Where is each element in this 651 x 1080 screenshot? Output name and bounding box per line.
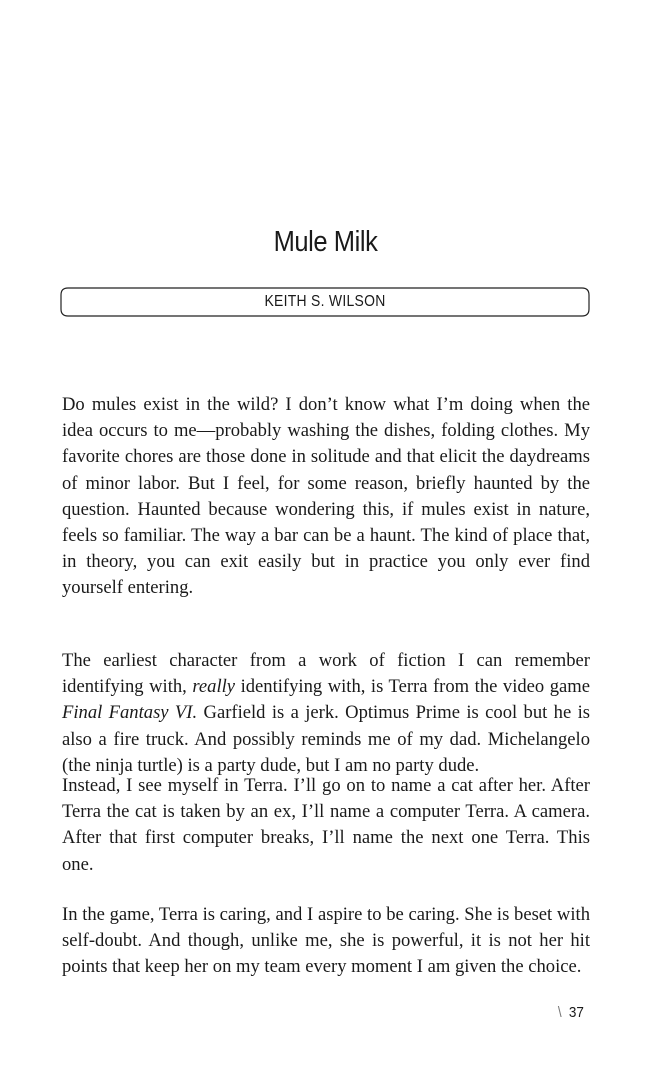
page-number-footer	[558, 1004, 584, 1021]
paragraph-2-emphasis-really: really	[192, 676, 236, 698]
paragraph-3: Instead, I see myself in Terra. I’ll go on to name a cat after her. After Terra the cat is taken by an ex, I’ll name a computer Terra. A camera. After that first computer breaks, I’ll name the next one Terra. This one.	[62, 775, 590, 875]
paragraph-4: In the game, Terra is caring, and I aspire to be caring. She is beset with self-doubt. And though, unlike me, she is powerful, it is not her hit points that keep her on my team every moment I am given the choice.	[62, 904, 590, 978]
paragraph-2	[62, 648, 590, 779]
paragraph-2-text: identifying with, is Terra from the video game	[235, 676, 590, 698]
page-number: 37	[568, 1004, 584, 1021]
paragraph-1: Do mules exist in the wild? I don’t know what I’m doing when the idea occurs to me—probably washing the dishes, folding clothes. My favorite chores are those done in solitude and that elicit the daydreams of minor labor. But I feel, for some reason, briefly haunted by the question. Haunted because wondering this, if mules exist in nature, feels so familiar. The way a bar can be a haunt. The kind of place that, in theory, you can exit easily but in practice you only ever find yourself entering.	[62, 394, 590, 599]
page-separator: \	[558, 1004, 562, 1021]
author-name: KEITH S. WILSON	[264, 293, 386, 310]
paragraph-2-game-title: Final Fantasy VI.	[62, 702, 198, 724]
chapter-title: Mule Milk	[273, 226, 378, 258]
paragraph-2-text: The earliest character from a work of fiction I can remember identifying with,	[62, 650, 590, 698]
author-banner	[60, 285, 590, 319]
paragraph-2-text: Garfield is a jerk. Optimus Prime is cool but he is also a fire truck. And possibly reminds me of my dad. Michelangelo (the ninja turtle) is a party dude, but I am no party dude.	[62, 702, 590, 776]
